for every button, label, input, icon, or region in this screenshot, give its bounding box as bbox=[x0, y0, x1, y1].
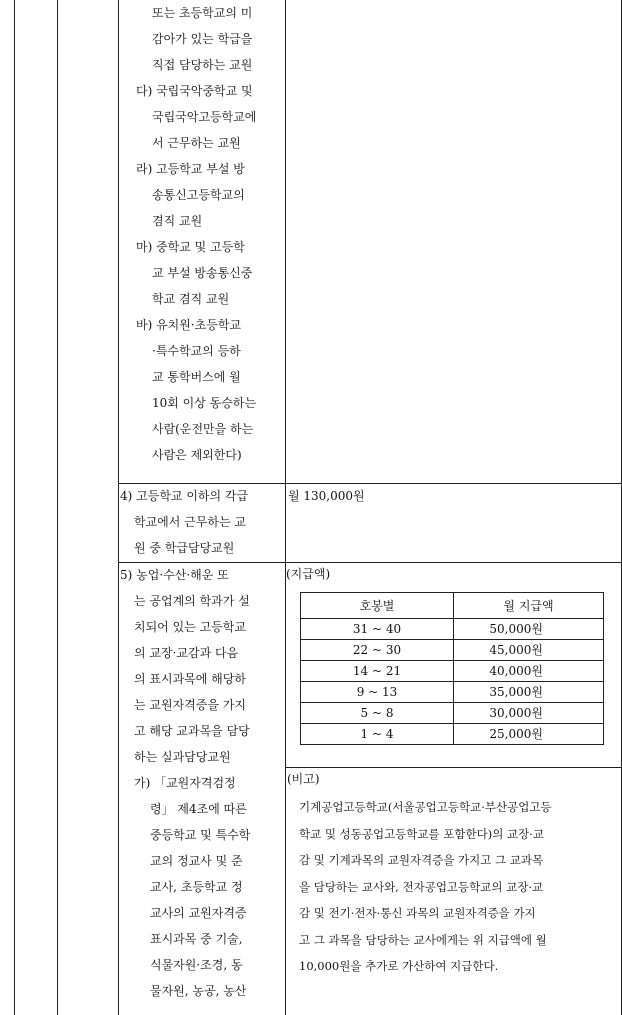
text-line: 령」 제4조에 따른 bbox=[150, 802, 247, 816]
text-line: 교 부설 방송통신중 bbox=[152, 266, 253, 280]
text-line: 서 근무하는 교원 bbox=[152, 136, 241, 150]
item-4-amount bbox=[288, 483, 365, 509]
text-line: 겸직 교원 bbox=[152, 214, 203, 228]
table-cell: 5 ~ 8 bbox=[301, 703, 454, 724]
text-line: 표시과목 중 기술, bbox=[150, 932, 243, 946]
text-line: 고 해당 교과목을 담당 bbox=[134, 724, 250, 738]
text-line: 사람(운전만을 하는 bbox=[152, 422, 254, 436]
column-rule bbox=[285, 0, 286, 1015]
text-line: 또는 초등학교의 미 bbox=[152, 6, 253, 20]
table-cell: 50,000원 bbox=[454, 619, 604, 640]
text-line: 감아가 있는 학급을 bbox=[152, 32, 253, 46]
column-header: 월 지급액 bbox=[454, 593, 604, 619]
table-cell: 22 ~ 30 bbox=[301, 640, 454, 661]
table-row bbox=[301, 682, 604, 703]
text-line: 교 통학버스에 월 bbox=[152, 370, 241, 384]
table-row bbox=[301, 703, 604, 724]
text-line: 10,000원을 추가로 가산하여 지급한다. bbox=[299, 959, 499, 973]
text-line: 는 교원자격증을 가지 bbox=[134, 698, 246, 712]
label-text: (지급액) bbox=[286, 567, 331, 581]
text-line: 학교 및 성동공업고등학교를 포함한다)의 교장·교 bbox=[299, 826, 544, 841]
text-line: 다) 국립국악중학교 및 bbox=[136, 84, 253, 98]
text-line: 사람은 제외한다) bbox=[152, 448, 242, 462]
text-line: 4) 고등학교 이하의 각급 bbox=[120, 489, 249, 503]
text-line: 감 및 기계과목의 교원자격증을 가지고 그 교과목 bbox=[299, 853, 544, 867]
table-row bbox=[301, 619, 604, 640]
table-header-row bbox=[301, 593, 604, 619]
note-label bbox=[287, 767, 320, 791]
text-line: 교사의 교원자격증 bbox=[150, 906, 247, 920]
text-line: 5) 농업·수산·해운 또 bbox=[120, 568, 229, 582]
text-line: 고 그 과목을 담당하는 교사에게는 위 지급액에 월 bbox=[299, 932, 547, 947]
column-header: 호봉별 bbox=[301, 593, 454, 619]
text-line: 바) 유치원·초등학교 bbox=[136, 318, 242, 332]
table-cell: 1 ~ 4 bbox=[301, 724, 454, 745]
table-cell: 35,000원 bbox=[454, 682, 604, 703]
item-5-description bbox=[120, 562, 284, 1004]
text-line: 학교 겸직 교원 bbox=[152, 292, 230, 306]
column-rule bbox=[14, 0, 15, 1015]
text-line: 식물자원·조경, 동 bbox=[150, 958, 243, 972]
text-line: 의 교장·교감과 다음 bbox=[134, 646, 239, 660]
row-rule bbox=[286, 767, 621, 768]
text-line: 가) 「교원자격검정 bbox=[134, 776, 236, 790]
text-line: 는 공업계의 학과가 설 bbox=[134, 594, 250, 608]
text-line: 교의 정교사 및 준 bbox=[150, 854, 243, 868]
payment-label bbox=[286, 561, 330, 587]
text-line: 교사, 초등학교 정 bbox=[150, 880, 243, 894]
text-line: 원 중 학급담당교원 bbox=[134, 541, 235, 555]
table-cell: 45,000원 bbox=[454, 640, 604, 661]
text-line: ·특수학교의 등하 bbox=[152, 344, 241, 358]
amount-text: 월 130,000원 bbox=[288, 489, 365, 503]
text-line: 마) 중학교 및 고등학 bbox=[136, 240, 245, 254]
text-line: 의 표시과목에 해당하 bbox=[134, 672, 246, 686]
text-line: 기계공업고등학교(서울공업고등학교·부산공업고등 bbox=[299, 800, 552, 814]
table-row bbox=[301, 724, 604, 745]
text-line: 직접 담당하는 교원 bbox=[152, 58, 253, 72]
text-line: 국립국악고등학교에 bbox=[152, 110, 257, 124]
table-cell: 9 ~ 13 bbox=[301, 682, 454, 703]
note-body bbox=[299, 794, 619, 980]
text-line: 학교에서 근무하는 교 bbox=[134, 515, 246, 529]
text-line: 중등학교 및 특수학 bbox=[150, 828, 251, 842]
text-line: 을 담당하는 교사와, 전자공업고등학교의 교장·교 bbox=[299, 879, 544, 894]
table-cell: 30,000원 bbox=[454, 703, 604, 724]
text-line: 하는 실과담당교원 bbox=[134, 750, 231, 764]
text-line: 송통신고등학교의 bbox=[152, 188, 245, 202]
table-cell: 25,000원 bbox=[454, 724, 604, 745]
table-cell: 31 ~ 40 bbox=[301, 619, 454, 640]
continued-item-text bbox=[122, 0, 284, 468]
text-line: 치되어 있는 고등학교 bbox=[134, 620, 246, 634]
text-line: 라) 고등학교 부설 방 bbox=[136, 162, 245, 176]
table-cell: 40,000원 bbox=[454, 661, 604, 682]
column-rule bbox=[118, 0, 119, 1015]
text-line: 10회 이상 동승하는 bbox=[152, 396, 257, 410]
item-4-description bbox=[120, 483, 284, 561]
text-line: 감 및 전기·전자·통신 과목의 교원자격증을 가지 bbox=[299, 906, 536, 920]
label-text: (비고) bbox=[287, 772, 320, 786]
text-line: 물자원, 농공, 농산 bbox=[150, 984, 247, 998]
column-rule bbox=[57, 0, 58, 1015]
payment-table bbox=[300, 592, 604, 745]
table-row bbox=[301, 640, 604, 661]
table-row bbox=[301, 661, 604, 682]
table-cell: 14 ~ 21 bbox=[301, 661, 454, 682]
